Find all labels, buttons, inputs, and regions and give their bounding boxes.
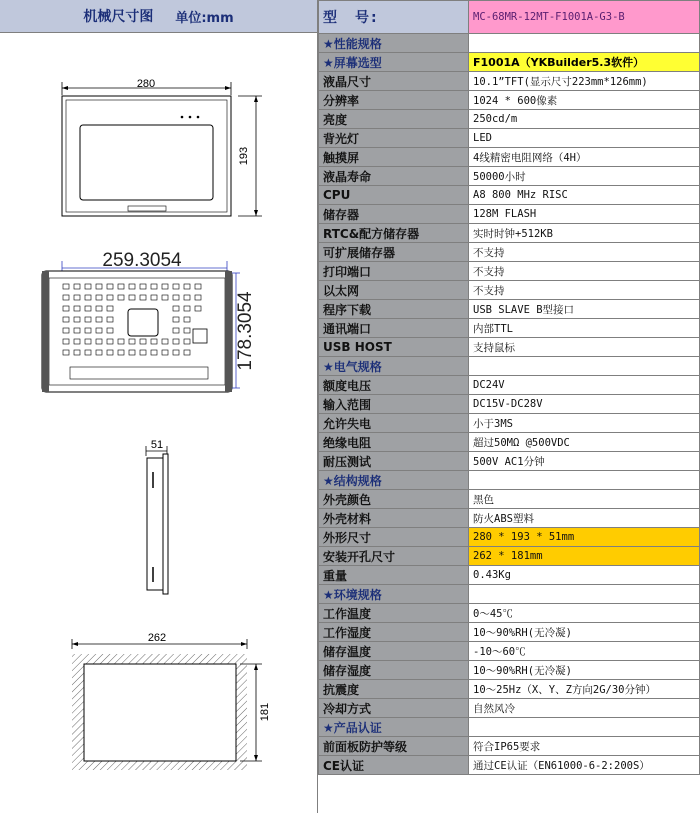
spec-key: 抗震度 (319, 680, 469, 699)
spec-key: 重量 (319, 566, 469, 585)
spec-key: ★结构规格 (319, 471, 469, 490)
spec-row (319, 547, 700, 566)
spec-key: 触摸屏 (319, 148, 469, 167)
spec-row (319, 680, 700, 699)
cutout-height-label: 181 (259, 702, 271, 722)
spec-key: 可扩展储存器 (319, 243, 469, 262)
spec-value: 不支持 (469, 281, 700, 300)
spec-value (469, 471, 700, 490)
spec-value: 128M FLASH (469, 205, 700, 224)
cutout-width-label: 262 (147, 632, 167, 644)
front-view (62, 78, 262, 216)
spec-row (319, 186, 700, 205)
spec-value: A8 800 MHz RISC (469, 186, 700, 205)
spec-value: 符合IP65要求 (469, 737, 700, 756)
spec-key: ★环境规格 (319, 585, 469, 604)
spec-key: 前面板防护等级 (319, 737, 469, 756)
spec-section-row (319, 718, 700, 737)
spec-row (319, 129, 700, 148)
spec-row (319, 110, 700, 129)
spec-row (319, 528, 700, 547)
spec-key: 液晶寿命 (319, 167, 469, 186)
spec-value: 500V AC1分钟 (469, 452, 700, 471)
spec-value: 实时时钟+512KB (469, 224, 700, 243)
model-row (319, 1, 700, 34)
spec-value: LED (469, 129, 700, 148)
front-height-label: 193 (238, 146, 250, 166)
spec-value: 小于3MS (469, 414, 700, 433)
spec-key: 耐压测试 (319, 452, 469, 471)
spec-key: 亮度 (319, 110, 469, 129)
spec-section-row (319, 34, 700, 53)
spec-key: 打印端口 (319, 262, 469, 281)
drawing-header (0, 0, 318, 33)
spec-row (319, 566, 700, 585)
back-width-label: 259.3054 (102, 250, 182, 271)
spec-value: 10～25Hz（X、Y、Z方向2G/30分钟） (469, 680, 700, 699)
spec-row (319, 376, 700, 395)
spec-table (318, 0, 700, 775)
back-height-label: 178.3054 (235, 291, 256, 371)
spec-value: 0.43Kg (469, 566, 700, 585)
spec-key: ★性能规格 (319, 34, 469, 53)
spec-row (319, 72, 700, 91)
spec-row (319, 699, 700, 718)
spec-key: 额度电压 (319, 376, 469, 395)
spec-row (319, 623, 700, 642)
spec-value: 262 * 181mm (469, 547, 700, 566)
spec-value: 支持鼠标 (469, 338, 700, 357)
spec-key: 背光灯 (319, 129, 469, 148)
spec-key: 冷却方式 (319, 699, 469, 718)
spec-row (319, 205, 700, 224)
spec-row (319, 490, 700, 509)
spec-value: 自然风冷 (469, 699, 700, 718)
spec-value: 不支持 (469, 262, 700, 281)
spec-value: -10～60℃ (469, 642, 700, 661)
spec-value: 黑色 (469, 490, 700, 509)
spec-value (469, 585, 700, 604)
spec-key: 绝缘电阻 (319, 433, 469, 452)
side-depth-label: 51 (150, 439, 164, 451)
spec-key: 外形尺寸 (319, 528, 469, 547)
spec-value: 超过50MΩ @500VDC (469, 433, 700, 452)
spec-value: 4线精密电阻网络（4H） (469, 148, 700, 167)
spec-section-row (319, 585, 700, 604)
spec-key: 安装开孔尺寸 (319, 547, 469, 566)
spec-value: 不支持 (469, 243, 700, 262)
spec-key: CE认证 (319, 756, 469, 775)
spec-value: 10～90%RH(无冷凝) (469, 661, 700, 680)
model-label: 型 号: (319, 1, 469, 34)
spec-row (319, 452, 700, 471)
spec-key: 液晶尺寸 (319, 72, 469, 91)
spec-key: 储存湿度 (319, 661, 469, 680)
spec-key: 储存温度 (319, 642, 469, 661)
spec-key: ★屏幕选型 (319, 53, 469, 72)
spec-row (319, 642, 700, 661)
spec-key: 外壳颜色 (319, 490, 469, 509)
spec-value: 10～90%RH(无冷凝) (469, 623, 700, 642)
spec-key: 通讯端口 (319, 319, 469, 338)
spec-section-row (319, 53, 700, 72)
spec-key: RTC&配方储存器 (319, 224, 469, 243)
spec-value: 280 * 193 * 51mm (469, 528, 700, 547)
spec-row (319, 395, 700, 414)
spec-row (319, 661, 700, 680)
spec-key: 工作温度 (319, 604, 469, 623)
spec-row (319, 262, 700, 281)
spec-key: 外壳材料 (319, 509, 469, 528)
spec-row (319, 281, 700, 300)
spec-key: 储存器 (319, 205, 469, 224)
dimension-drawings (0, 33, 317, 813)
spec-row (319, 319, 700, 338)
spec-value (469, 718, 700, 737)
spec-value: USB SLAVE B型接口 (469, 300, 700, 319)
spec-row (319, 433, 700, 452)
side-view (146, 439, 168, 594)
spec-value: F1001A（YKBuilder5.3软件） (469, 53, 700, 72)
spec-row (319, 756, 700, 775)
spec-key: CPU (319, 186, 469, 205)
spec-row (319, 414, 700, 433)
spec-row (319, 91, 700, 110)
spec-value: 250cd/m (469, 110, 700, 129)
spec-key: 输入范围 (319, 395, 469, 414)
spec-value: 10.1”TFT(显示尺寸223mm*126mm) (469, 72, 700, 91)
spec-row (319, 338, 700, 357)
spec-key: 以太网 (319, 281, 469, 300)
spec-value: 1024 * 600像素 (469, 91, 700, 110)
front-width-label: 280 (136, 78, 156, 90)
drawing-unit: 单位:mm (175, 10, 234, 26)
spec-key: 允许失电 (319, 414, 469, 433)
spec-value: 通过CE认证（EN61000-6-2:200S） (469, 756, 700, 775)
spec-row (319, 509, 700, 528)
spec-key: ★产品认证 (319, 718, 469, 737)
spec-section-row (319, 357, 700, 376)
spec-key: 程序下载 (319, 300, 469, 319)
spec-row (319, 737, 700, 756)
spec-key: USB HOST (319, 338, 469, 357)
spec-row (319, 148, 700, 167)
spec-key: 分辨率 (319, 91, 469, 110)
back-view (42, 250, 256, 392)
spec-value (469, 34, 700, 53)
spec-row (319, 300, 700, 319)
model-value: MC-68MR-12MT-F1001A-G3-B (469, 1, 700, 34)
spec-key: ★电气规格 (319, 357, 469, 376)
drawing-title: 机械尺寸图 (83, 9, 154, 25)
spec-value: DC15V-DC28V (469, 395, 700, 414)
spec-row (319, 224, 700, 243)
spec-value: DC24V (469, 376, 700, 395)
spec-value: 50000小时 (469, 167, 700, 186)
spec-value: 防火ABS塑料 (469, 509, 700, 528)
spec-section-row (319, 471, 700, 490)
spec-value: 0～45℃ (469, 604, 700, 623)
spec-row (319, 604, 700, 623)
spec-value: 内部TTL (469, 319, 700, 338)
drawings-panel (0, 33, 318, 813)
spec-row (319, 167, 700, 186)
spec-key: 工作湿度 (319, 623, 469, 642)
cutout-view (72, 632, 271, 770)
spec-row (319, 243, 700, 262)
spec-value (469, 357, 700, 376)
